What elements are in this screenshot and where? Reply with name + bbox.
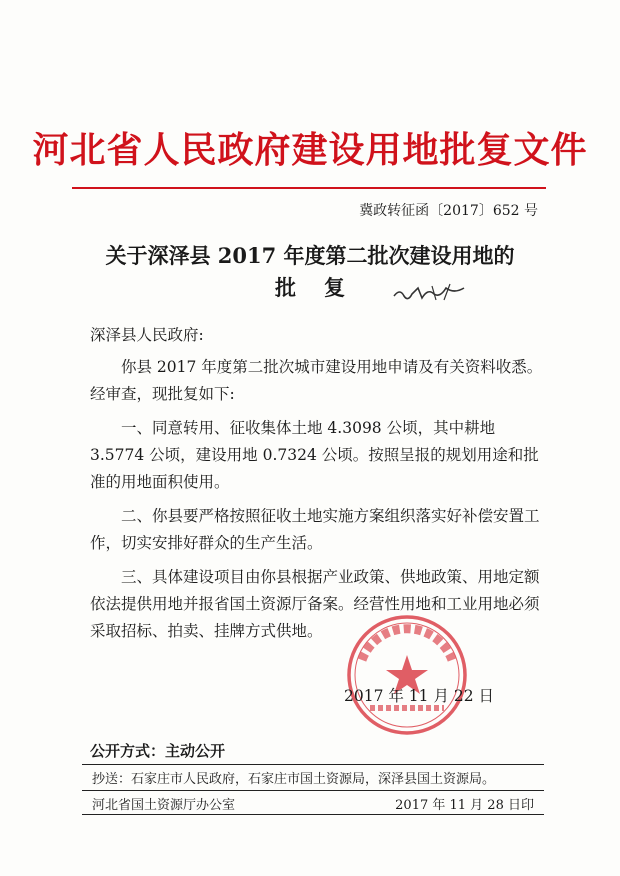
disclosure-method: 公开方式：主动公开 bbox=[90, 742, 226, 760]
footer-rule-bottom bbox=[82, 814, 544, 815]
body-text bbox=[90, 354, 550, 652]
printed-date: 2017 年 11 月 28 日印 bbox=[395, 798, 534, 813]
body-paragraph-3: 二、你县要严格按照征收土地实施方案组织落实好补偿安置工作，切实安排好群众的生产生活。 bbox=[90, 507, 540, 552]
body-paragraph-2: 一、同意转用、征收集体土地 4.3098 公顷，其中耕地 3.5774 公顷，建设用地 0.7324 公顷。按照呈报的规划用途和批准的用地面积使用。 bbox=[90, 419, 539, 491]
addressee: 深泽县人民政府: bbox=[90, 326, 204, 344]
subject-title-line2: 批复 bbox=[275, 275, 373, 300]
document-number: 冀政转征函〔2017〕652 号 bbox=[359, 203, 538, 219]
issue-date: 2017 年 11 月 22 日 bbox=[344, 687, 495, 705]
subject-title-line1: 关于深泽县 2017 年度第二批次建设用地的 bbox=[105, 243, 515, 268]
body-paragraph-4: 三、具体建设项目由你县根据产业政策、供地政策、用地定额依法提供用地并报省国土资源厅备案。经营性用地和工业用地必须采取招标、拍卖、挂牌方式供地。 bbox=[90, 568, 540, 640]
cc-recipients: 抄送：石家庄市人民政府，石家庄市国土资源局，深泽县国土资源局。 bbox=[92, 772, 496, 787]
official-seal-icon bbox=[342, 610, 472, 740]
body-paragraph-1: 你县 2017 年度第二批次城市建设用地申请及有关资料收悉。经审查，现批复如下: bbox=[90, 358, 543, 403]
footer-rule-top bbox=[82, 764, 544, 765]
handwritten-mark-icon bbox=[392, 282, 472, 304]
footer-rule-middle bbox=[82, 790, 544, 791]
issuing-office: 河北省国土资源厅办公室 bbox=[92, 798, 236, 813]
document-header-title: 河北省人民政府建设用地批复文件 bbox=[32, 129, 588, 171]
header-red-rule bbox=[72, 187, 546, 189]
